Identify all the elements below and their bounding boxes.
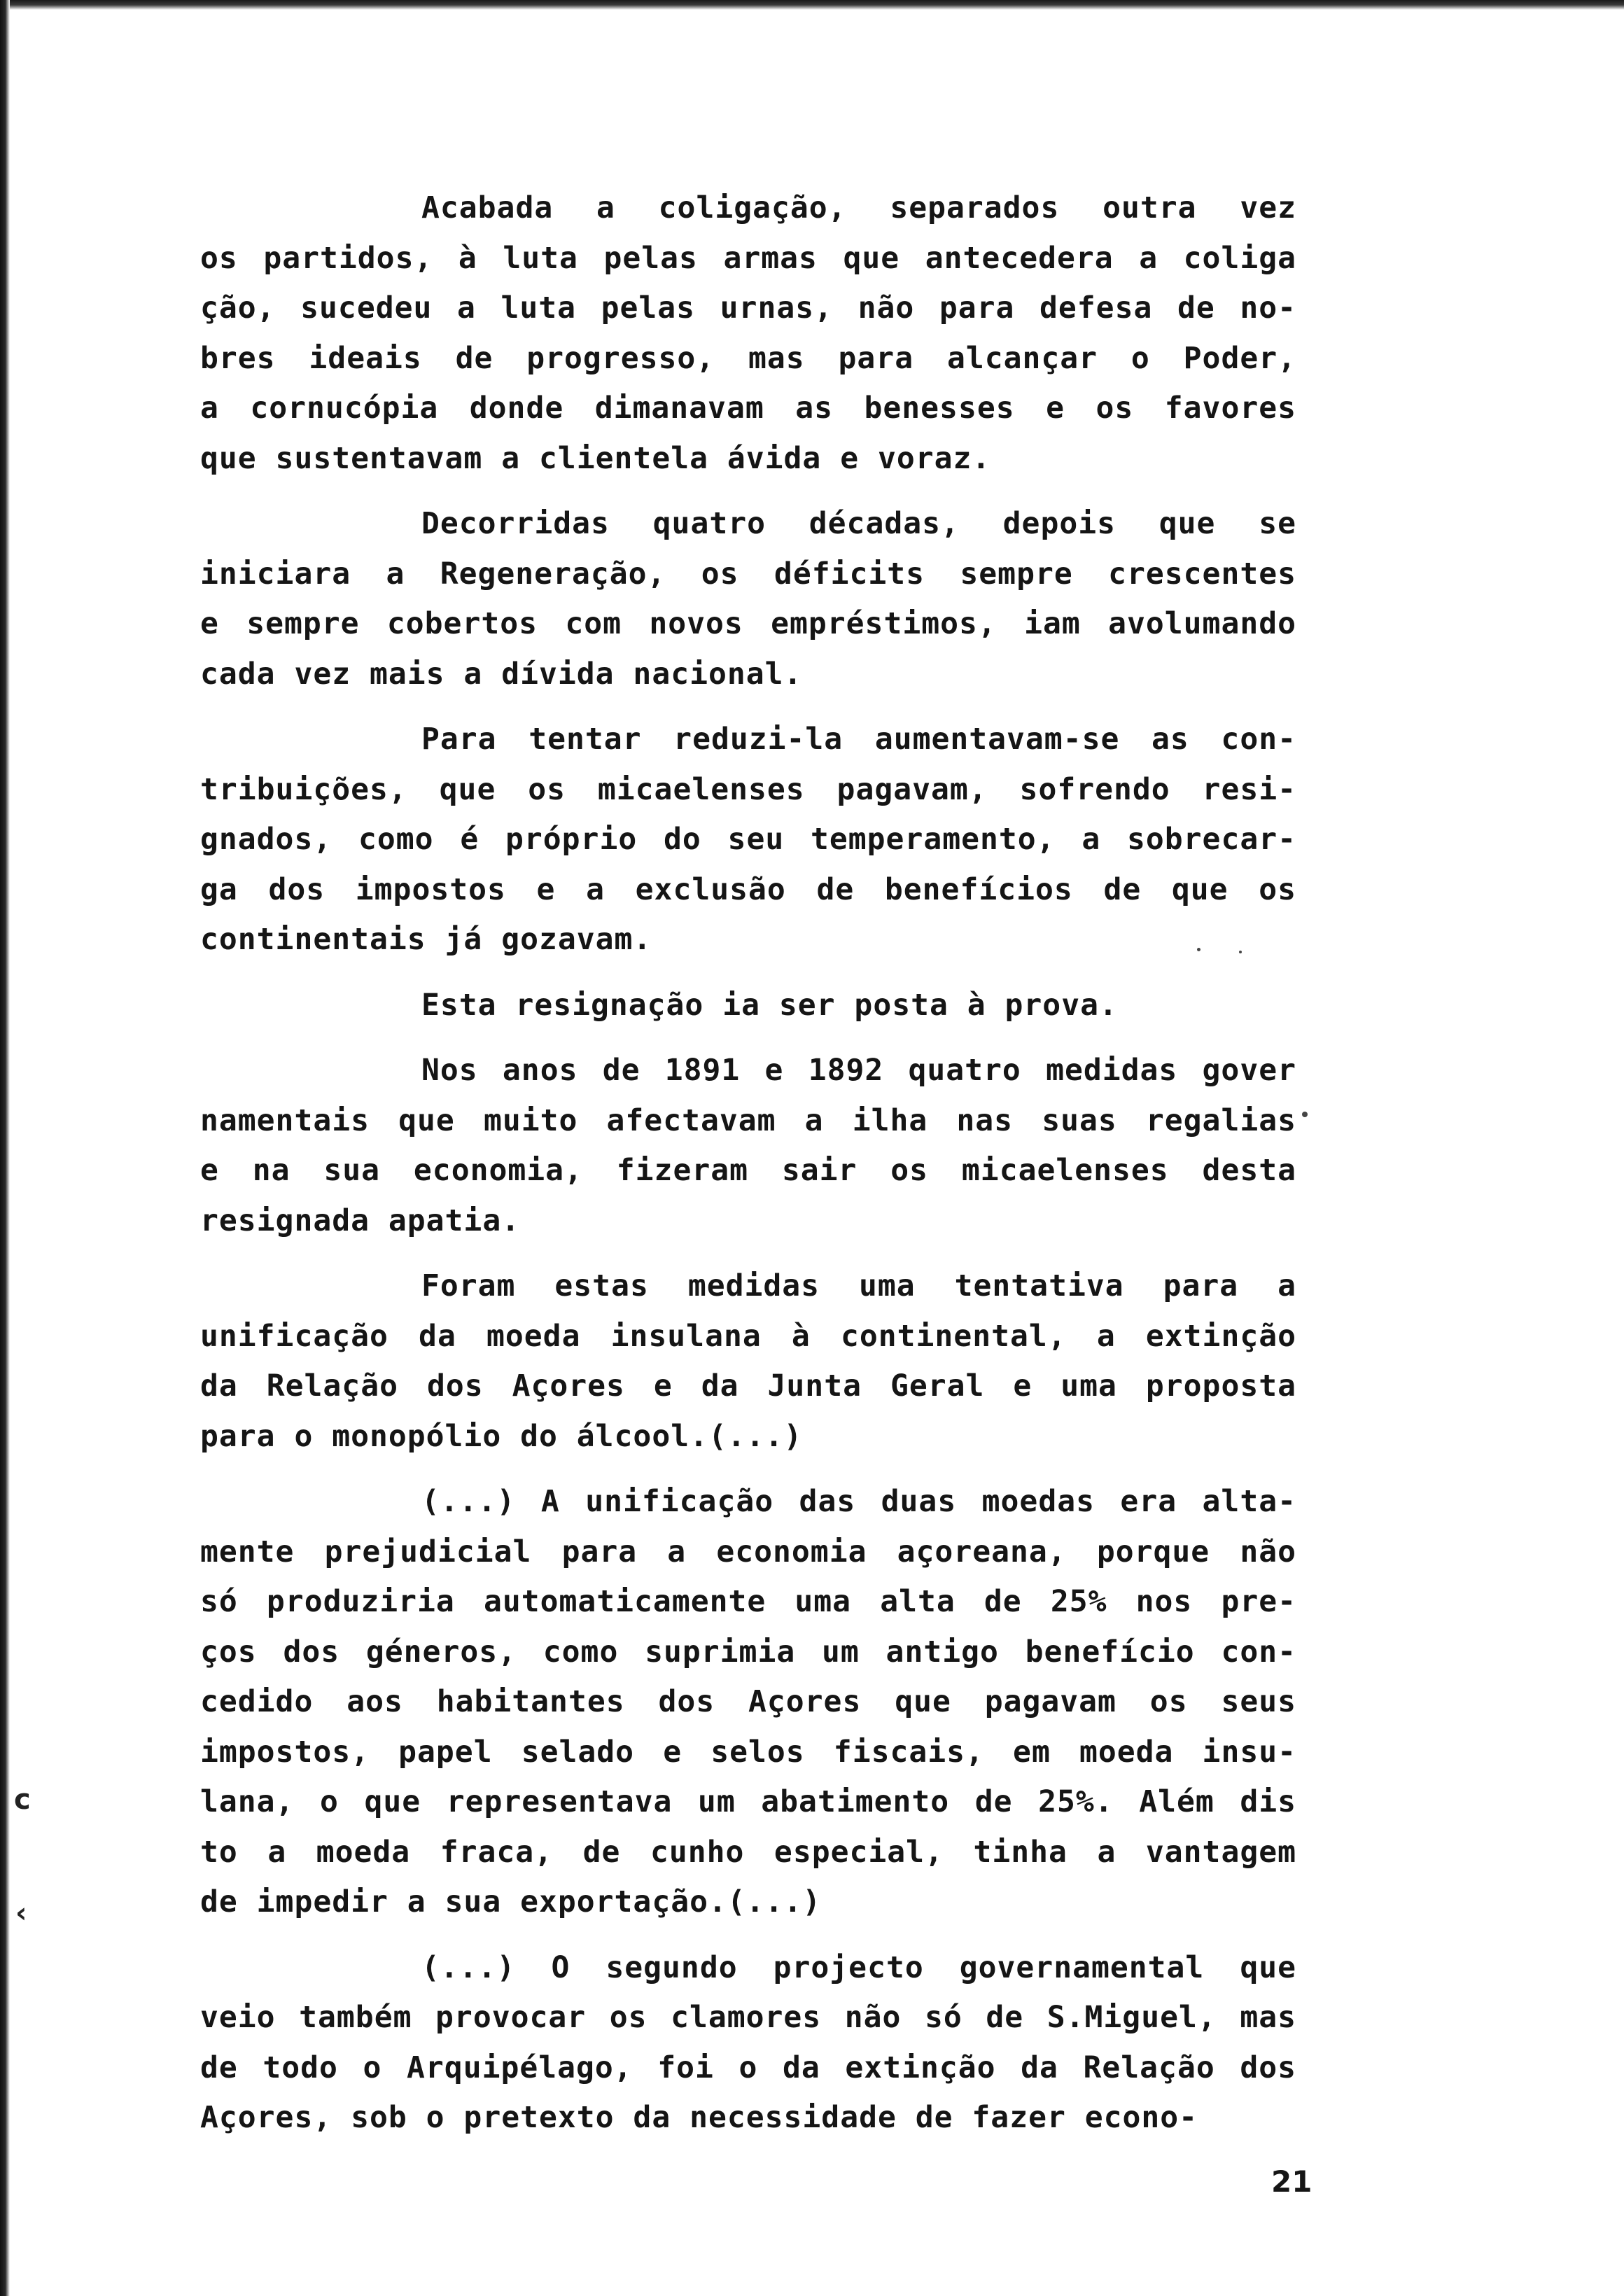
text-line: Esta resignação ia ser posta à prova. [421,987,1118,1023]
text-line: só produziria automaticamente uma alta de 25% nos pre- [200,1584,1296,1619]
text-line: de todo o Arquipélago, foi o da extinção da Relação dos [200,2050,1296,2085]
text-line: (...) A unificação das duas moedas era alta- [421,1484,1296,1519]
paragraph [200,1943,1296,2143]
text-line: ção, sucedeu a luta pelas urnas, não para defesa de no- [200,290,1296,326]
text-line: tribuições, que os micaelenses pagavam, sofrendo resi- [200,771,1296,807]
dust-speck [1239,951,1242,953]
paragraph [200,1477,1296,1928]
margin-mark-1: c [14,1784,31,1816]
text-line: e sempre cobertos com novos empréstimos, iam avolumando [200,606,1296,641]
text-line: Decorridas quatro décadas, depois que se [421,506,1296,541]
paragraph [200,1046,1296,1246]
text-line: de impedir a sua exportação.(...) [200,1884,822,1919]
text-line: impostos, papel selado e selos fiscais, em moeda insu- [200,1734,1296,1770]
text-line: continentais já gozavam. [200,922,652,957]
text-line: a cornucópia donde dimanavam as benesses e os favores [200,391,1296,426]
text-line: mente prejudicial para a economia açoreana, porque não [200,1534,1296,1569]
text-line: cada vez mais a dívida nacional. [200,656,803,692]
text-line: Foram estas medidas uma tentativa para a [421,1268,1296,1303]
scan-top-border [0,0,1624,10]
paragraph [200,1261,1296,1462]
text-line: da Relação dos Açores e da Junta Geral e uma proposta [200,1368,1296,1404]
dust-speck [1197,948,1200,951]
text-line: Nos anos de 1891 e 1892 quatro medidas gover [421,1053,1296,1088]
margin-mark-2: ‹ [15,1897,27,1929]
text-line: (...) O segundo projecto governamental que [421,1949,1296,1985]
text-line: resignada apatia. [200,1203,521,1238]
text-line: ga dos impostos e a exclusão de benefícios de que os [200,872,1296,907]
text-line: Acabada a coligação, separados outra vez [421,190,1296,225]
text-line: lana, o que representava um abatimento de 25%. Além dis [200,1784,1296,1819]
text-line: Açores, sob o pretexto da necessidade de fazer econo- [200,2100,1198,2135]
text-line: iniciara a Regeneração, os déficits sempre crescentes [200,556,1296,592]
text-line: ços dos géneros, como suprimia um antigo benefício con- [200,1634,1296,1670]
text-line: namentais que muito afectavam a ilha nas suas regalias [200,1102,1296,1138]
text-line: que sustentavam a clientela ávida e voraz. [200,440,991,476]
paragraph [200,981,1296,1031]
dust-speck [1302,1112,1308,1117]
text-line: Para tentar reduzi-la aumentavam-se as con- [421,722,1296,757]
text-line: bres ideais de progresso, mas para alcançar o Poder, [200,340,1296,376]
body-text [200,183,1296,2159]
paragraph [200,499,1296,699]
paragraph [200,715,1296,965]
paragraph [200,183,1296,484]
text-line: to a moeda fraca, de cunho especial, tinha a vantagem [200,1834,1296,1870]
text-line: os partidos, à luta pelas armas que antecedera a coliga [200,240,1296,276]
text-line: cedido aos habitantes dos Açores que pagavam os seus [200,1684,1296,1719]
text-line: unificação da moeda insulana à continental, a extinção [200,1318,1296,1354]
text-line: para o monopólio do álcool.(...) [200,1418,803,1454]
text-line: gnados, como é próprio do seu temperamento, a sobrecar- [200,822,1296,857]
page-number: 21 [1271,2164,1312,2199]
text-line: e na sua economia, fizeram sair os micaelenses desta [200,1153,1296,1188]
scan-left-border [0,0,10,2296]
text-line: veio também provocar os clamores não só de S.Miguel, mas [200,2000,1296,2035]
